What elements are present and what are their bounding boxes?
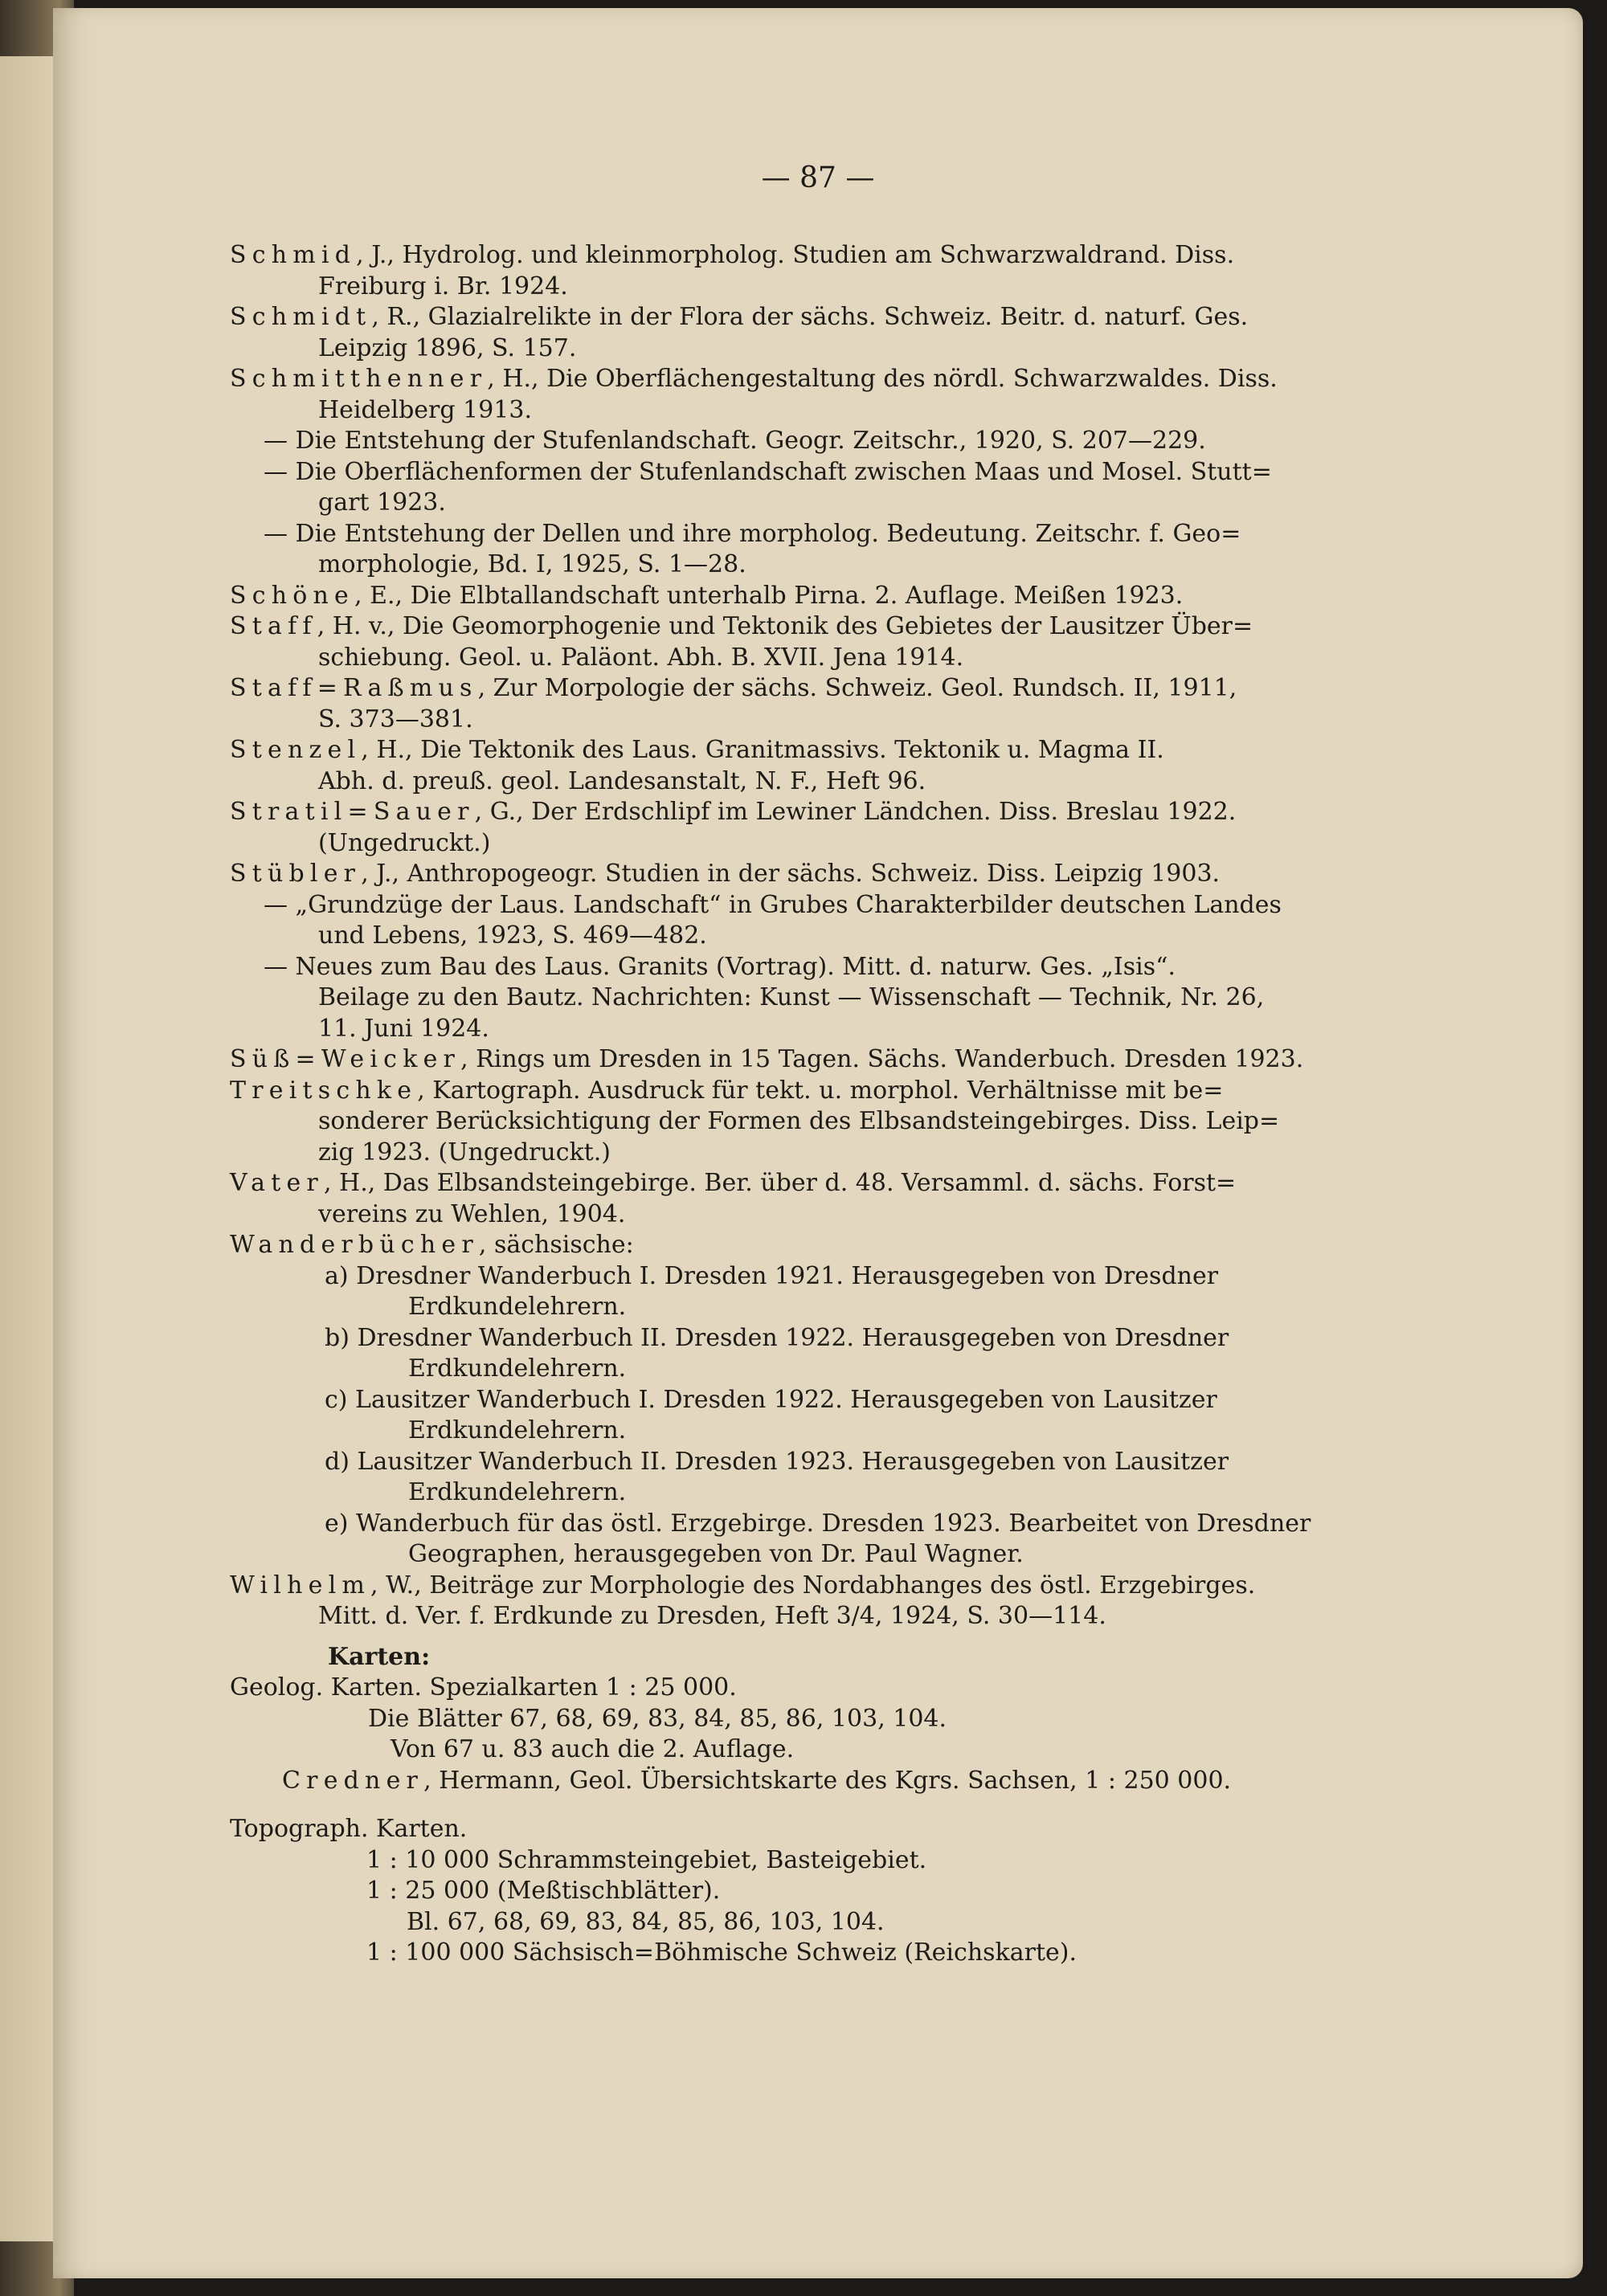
entry-text: , sächsische: [478,1231,634,1259]
entry-text: , Kartograph. Ausdruck für tekt. u. morphol. Verhältnisse mit be= [417,1076,1224,1105]
author-name: Staff=Raßmus [230,674,478,702]
entry-text: vereins zu Wehlen, 1904. [318,1199,626,1228]
entry-text: Erdkundelehrern. [408,1478,627,1506]
entry-text: Von 67 u. 83 auch die 2. Auflage. [391,1735,795,1763]
map-entry [407,1906,885,1939]
author-name: Vater [230,1169,324,1197]
entry-continuation [318,920,707,952]
author-name: Schöne [230,581,355,610]
bibliography-entry [230,858,1220,890]
item-letter: a) [325,1261,349,1290]
entry-text: 1 : 25 000 (Meßtischblätter). [366,1877,721,1905]
entry-text: , Zur Morpologie der sächs. Schweiz. Geol. Rundsch. II, 1911, [477,674,1237,702]
item-letter: e) [325,1509,349,1538]
bibliography-entry [264,456,1272,488]
entry-text: (Ungedruckt.) [318,828,491,857]
bibliography-entry [230,580,1183,612]
entry-text: 1 : 10 000 Schrammsteingebiet, Basteigebiet. [366,1845,927,1874]
entry-continuation [408,1538,1024,1571]
entry-text: , J., Anthropogeogr. Studien in der sächs. Schweiz. Diss. Leipzig 1903. [361,860,1221,888]
entry-text: gart 1923. [318,488,446,517]
wanderbuch-item [325,1508,1311,1540]
entry-text: , E., Die Elbtallandschaft unterhalb Pirna. 2. Auflage. Meißen 1923. [354,581,1184,610]
bibliography-entry [230,734,1164,766]
entry-text: „Grundzüge der Laus. Landschaft“ in Grubes Charakterbilder deutschen Landes [288,890,1282,919]
entry-text: Erdkundelehrern. [408,1293,627,1321]
ditto-dash: — [264,457,288,486]
entry-text: schiebung. Geol. u. Paläont. Abh. B. XVII. Jena 1914. [318,643,964,672]
entry-text: Dresdner Wanderbuch II. Dresden 1922. Herausgegeben von Dresdner [349,1323,1229,1352]
entry-text: , H., Die Tektonik des Laus. Granitmassivs. Tektonik u. Magma II. [361,736,1164,764]
bibliography-entry [264,518,1241,550]
ditto-dash: — [264,519,288,548]
entry-text: und Lebens, 1923, S. 469—482. [318,921,707,950]
entry-text: , W., Beiträge zur Morphologie des Nordabhanges des östl. Erzgebirges. [370,1571,1256,1599]
page-number: — 87 — [761,161,875,194]
bibliography-entry [230,363,1278,395]
author-name: Wanderbücher [230,1231,479,1259]
entry-continuation [318,1137,611,1169]
author-name: Süß=Weicker [230,1045,461,1073]
author-name: Credner [282,1766,424,1795]
entry-continuation [318,1013,489,1045]
entry-text: Mitt. d. Ver. f. Erdkunde zu Dresden, Heft 3/4, 1924, S. 30—114. [318,1602,1106,1630]
entry-text: Geographen, herausgegeben von Dr. Paul Wagner. [408,1540,1024,1568]
map-entry [366,1845,926,1877]
wanderbuch-item [325,1322,1229,1354]
entry-text: Topograph. Karten. [230,1815,468,1843]
entry-text: Geolog. Karten. Spezialkarten 1 : 25 000. [230,1673,737,1702]
entry-text: S. 373—381. [318,705,473,733]
author-name: Schmitthenner [230,365,488,393]
item-letter: b) [325,1323,350,1352]
entry-continuation [318,1600,1106,1632]
entry-text: Lausitzer Wanderbuch II. Dresden 1923. Herausgegeben von Lausitzer [349,1447,1229,1476]
bibliography-entry [264,889,1282,921]
entry-continuation [408,1353,626,1385]
entry-text: Heidelberg 1913. [318,395,532,424]
entry-text: Die Oberflächenformen der Stufenlandschaft zwischen Maas und Mosel. Stutt= [288,457,1272,486]
bibliography-entry [230,1167,1236,1199]
entry-text: , R., Glazialrelikte in der Flora der sächs. Schweiz. Beitr. d. naturf. Ges. [371,303,1249,331]
karten-heading [328,1641,430,1673]
entry-continuation [318,642,963,674]
entry-continuation [318,487,446,519]
entry-text: , H., Die Oberflächengestaltung des nördl. Schwarzwaldes. Diss. [487,365,1278,393]
entry-text: Lausitzer Wanderbuch I. Dresden 1922. Herausgegeben von Lausitzer [347,1385,1217,1414]
entry-text: Abh. d. preuß. geol. Landesanstalt, N. F., Heft 96. [318,766,926,795]
author-name: Wilhelm [230,1571,371,1599]
wanderbuch-item [325,1260,1218,1293]
bibliography-entry [230,672,1237,705]
map-entry [368,1703,947,1735]
bibliography-entry [230,1229,634,1261]
item-letter: c) [325,1385,348,1414]
item-letter: d) [325,1447,350,1476]
entry-continuation [318,766,926,798]
entry-continuation [318,333,576,365]
previous-page-edge [0,56,56,2241]
ditto-dash: — [264,952,288,981]
author-name: Schmid [230,241,357,269]
entry-text: , Rings um Dresden in 15 Tagen. Sächs. Wanderbuch. Dresden 1923. [460,1045,1304,1073]
bibliography-entry [230,796,1236,828]
entry-continuation [318,271,568,303]
entry-text: Die Entstehung der Dellen und ihre morpholog. Bedeutung. Zeitschr. f. Geo= [288,519,1241,548]
author-name: Stratil=Sauer [230,798,475,826]
entry-text: Beilage zu den Bautz. Nachrichten: Kunst — Wissenschaft — Technik, Nr. 26, [318,983,1265,1011]
entry-text: sonderer Berücksichtigung der Formen des Elbsandsteingebirges. Diss. Leip= [318,1107,1280,1135]
entry-text: Wanderbuch für das östl. Erzgebirge. Dresden 1923. Bearbeitet von Dresdner [348,1509,1311,1538]
entry-text: , J., Hydrolog. und kleinmorpholog. Studien am Schwarzwaldrand. Diss. [356,241,1235,269]
bibliography-entry [230,611,1253,643]
wanderbuch-item [325,1384,1217,1416]
bibliography-entry [230,1044,1303,1076]
entry-continuation [318,549,746,581]
bibliography-entry [230,1570,1255,1602]
entry-text: morphologie, Bd. I, 1925, S. 1—28. [318,550,746,578]
entry-text: Bl. 67, 68, 69, 83, 84, 85, 86, 103, 104. [407,1907,885,1936]
entry-text: Neues zum Bau des Laus. Granits (Vortrag). Mitt. d. naturw. Ges. „Isis“. [288,952,1176,981]
entry-text: Die Entstehung der Stufenlandschaft. Geogr. Zeitschr., 1920, S. 207—229. [288,427,1206,455]
entry-continuation [318,982,1264,1014]
entry-continuation [318,827,490,860]
entry-text: Freiburg i. Br. 1924. [318,272,568,300]
map-entry [366,1875,720,1907]
entry-text: Erdkundelehrern. [408,1354,627,1383]
entry-continuation [318,1199,625,1231]
entry-text: 1 : 100 000 Sächsisch=Böhmische Schweiz (Reichskarte). [366,1939,1077,1967]
bibliography-entry [264,425,1206,457]
author-name: Staff [230,612,317,640]
book-page [53,8,1583,2278]
entry-text: Die Blätter 67, 68, 69, 83, 84, 85, 86, 103, 104. [368,1704,947,1733]
entry-text: zig 1923. (Ungedruckt.) [318,1138,611,1166]
entry-text: Erdkundelehrern. [408,1416,627,1444]
map-entry [230,1813,467,1845]
entry-continuation [408,1415,626,1447]
map-entry [230,1672,737,1704]
entry-text: , H., Das Elbsandsteingebirge. Ber. über d. 48. Versamml. d. sächs. Forst= [323,1169,1237,1197]
author-name: Stübler [230,860,362,888]
bibliography-entry [230,301,1248,333]
ditto-dash: — [264,890,288,919]
entry-text: Leipzig 1896, S. 157. [318,333,577,362]
entry-continuation [408,1291,626,1323]
author-name: Treitschke [230,1076,418,1105]
entry-text: Dresdner Wanderbuch I. Dresden 1921. Herausgegeben von Dresdner [348,1261,1219,1290]
map-entry [366,1937,1077,1969]
page-text [53,8,1583,2278]
author-name: Schmidt [230,303,372,331]
entry-continuation [408,1477,626,1509]
bibliography-entry [230,239,1234,272]
map-entry [282,1765,1231,1797]
ditto-dash: — [264,427,288,455]
entry-text: , Hermann, Geol. Übersichtskarte des Kgrs. Sachsen, 1 : 250 000. [423,1766,1232,1795]
section-heading: Karten: [328,1642,431,1671]
author-name: Stenzel [230,736,362,764]
map-entry [391,1734,794,1766]
entry-text: , H. v., Die Geomorphogenie und Tektonik des Gebietes der Lausitzer Über= [317,612,1253,640]
entry-text: , G., Der Erdschlipf im Lewiner Ländchen. Diss. Breslau 1922. [474,798,1237,826]
entry-continuation [318,394,532,427]
entry-text: 11. Juni 1924. [318,1014,489,1043]
wanderbuch-item [325,1446,1229,1478]
bibliography-entry [264,951,1176,983]
entry-continuation [318,1105,1279,1138]
entry-continuation [318,704,473,736]
bibliography-entry [230,1075,1223,1107]
